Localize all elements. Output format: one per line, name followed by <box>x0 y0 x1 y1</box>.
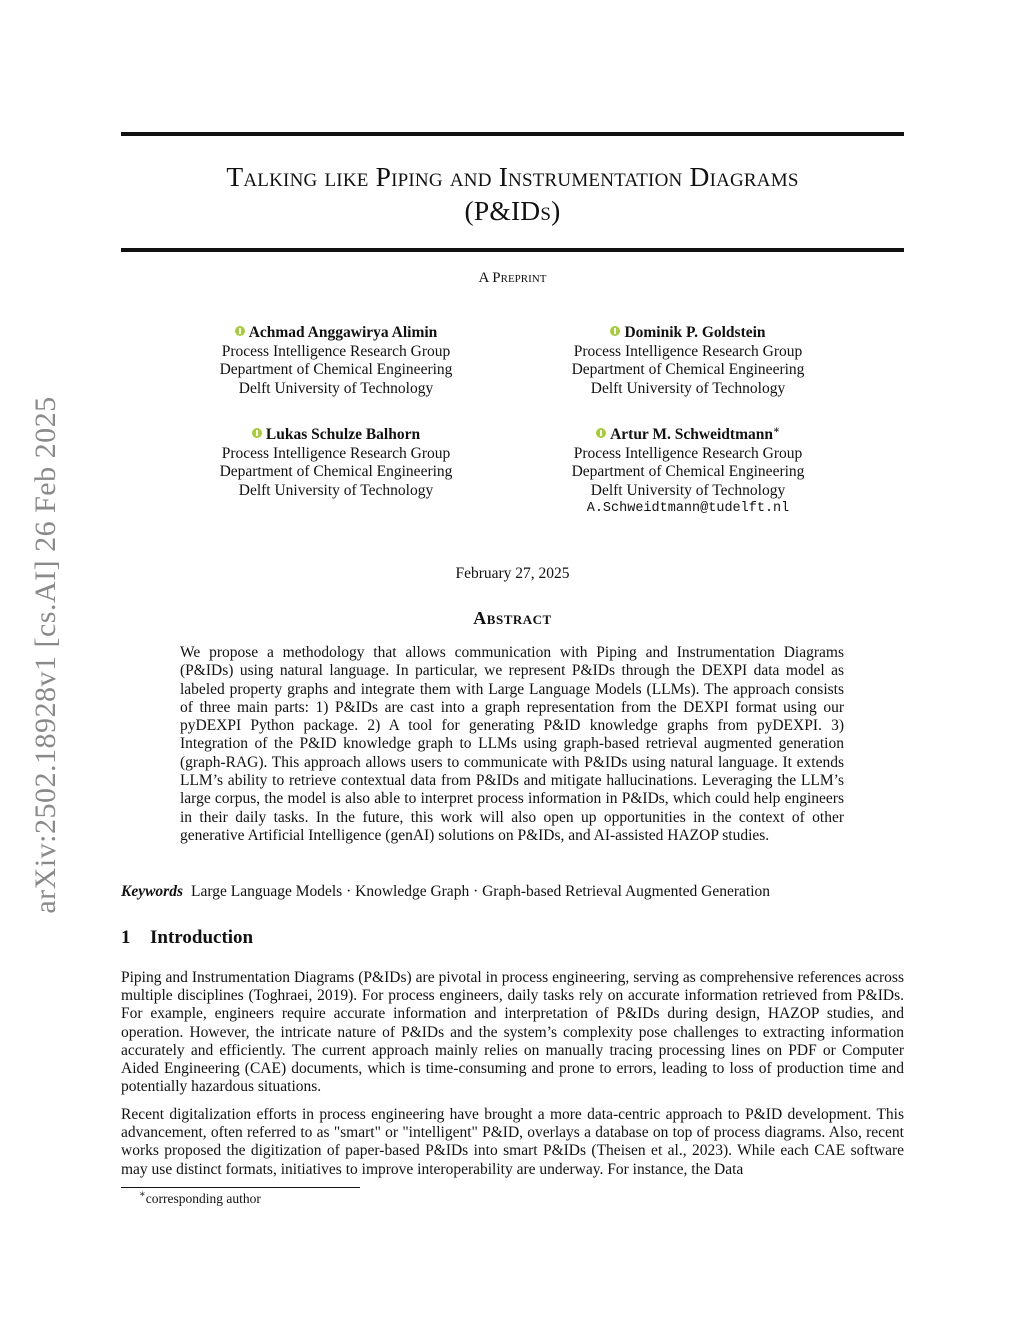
title-top-rule <box>121 132 904 136</box>
keywords-label: Keywords <box>121 883 183 900</box>
author-block-1 <box>186 324 486 398</box>
section-number: 1 <box>121 927 131 948</box>
author-university: Delft University of Technology <box>590 379 786 397</box>
footnote-text: corresponding author <box>145 1191 261 1206</box>
paper-title <box>121 160 904 228</box>
keywords-text: Large Language Models · Knowledge Graph · Graph-based Retrieval Augmented Generation <box>191 883 771 900</box>
author-group: Process Intelligence Research Group <box>221 342 451 360</box>
author-block-3 <box>186 426 486 500</box>
author-university: Delft University of Technology <box>590 481 786 499</box>
author-email[interactable]: A.Schweidtmann@tudelft.nl <box>586 501 790 516</box>
publication-date: February 27, 2025 <box>455 565 570 582</box>
arxiv-identifier-stamp: arXiv:2502.18928v1 [cs.AI] 26 Feb 2025 <box>29 396 62 914</box>
footnote <box>139 1191 261 1207</box>
author-group: Process Intelligence Research Group <box>573 444 803 462</box>
abstract-text: We propose a methodology that allows communication with Piping and Instrumentation Diagrams (P&IDs) using natural language. In particular, we represent P&IDs through the DEXPI data model as labeled property graphs and integrate them with Large Language Models (LLMs). The approach consists of three main parts: 1) P&IDs are cast into a graph representation from the DEXPI format using our pyDEXPI Python package. 2) A tool for generating P&ID knowledge graphs from pyDEXPI. 3) Integration of the P&ID knowledge graph to LLMs using graph-based retrieval augmented generation (graph-RAG). This approach allows users to communicate with P&IDs using natural language. It extends LLM’s ability to retrieve contextual data from P&IDs and mitigate hallucinations. Leveraging the LLM’s large corpus, the model is also able to interpret process information in P&IDs, which could help engineers in their daily tasks. In the future, this work will also open up opportunities in the context of other generative Artificial Intelligence (genAI) solutions on P&IDs, and AI-assisted HAZOP studies. <box>180 644 844 844</box>
section-heading-introduction <box>121 927 904 949</box>
orcid-icon[interactable] <box>252 428 262 438</box>
keywords-line <box>121 883 904 901</box>
author-block-2 <box>538 324 838 398</box>
orcid-icon[interactable] <box>235 326 245 336</box>
author-department: Department of Chemical Engineering <box>571 361 805 378</box>
orcid-icon[interactable] <box>610 326 620 336</box>
orcid-icon[interactable] <box>596 428 606 438</box>
intro-paragraph-2: Recent digitalization efforts in process engineering have brought a more data-centric approach to P&ID development. This advancement, often referred to as "smart" or "intelligent" P&ID, overlays a database on top of process diagrams. Also, recent works proposed the digitization of paper-based P&IDs into smart P&IDs (Theisen et al., 2023). While each CAE software may use distinct formats, initiatives to improve interoperability are underway. For instance, the Data <box>121 1106 904 1178</box>
footnote-mark: ∗ <box>139 1189 146 1200</box>
footnote-rule <box>121 1187 360 1188</box>
author-department: Department of Chemical Engineering <box>219 361 453 378</box>
intro-paragraph-1: Piping and Instrumentation Diagrams (P&IDs) are pivotal in process engineering, serving as comprehensive references across multiple disciplines (Toghraei, 2019). For process engineers, daily tasks rely on accurate information retrieved from P&IDs. For example, engineers require accurate information and interpretation of P&IDs during design, HAZOP studies, and operation. However, the intricate nature of P&IDs and the system’s complexity pose challenges to extracting information accurately and efficiently. The current approach mainly relies on manually tracing processing lines on PDF or Computer Aided Engineering (CAE) documents, which is time-consuming and prone to errors, leading to loss of production time and potentially hazardous situations. <box>121 969 904 1096</box>
corresponding-author-mark: ∗ <box>772 425 780 436</box>
author-name: Lukas Schulze Balhorn <box>265 426 421 443</box>
author-university: Delft University of Technology <box>238 481 434 499</box>
title-bottom-rule <box>121 248 904 252</box>
preprint-label: A Preprint <box>478 270 547 286</box>
author-name: Artur M. Schweidtmann <box>610 426 773 443</box>
author-department: Department of Chemical Engineering <box>219 463 453 480</box>
paper-title-line-2: (P&IDs) <box>464 195 561 226</box>
author-name: Achmad Anggawirya Alimin <box>248 324 438 341</box>
author-name: Dominik P. Goldstein <box>624 324 766 341</box>
author-group: Process Intelligence Research Group <box>573 342 803 360</box>
author-block-4 <box>538 426 838 519</box>
section-title: Introduction <box>150 927 254 948</box>
paper-title-line-1: Talking like Piping and Instrumentation Diagrams <box>226 161 799 192</box>
author-group: Process Intelligence Research Group <box>221 444 451 462</box>
abstract-heading: Abstract <box>473 608 552 628</box>
author-university: Delft University of Technology <box>238 379 434 397</box>
author-department: Department of Chemical Engineering <box>571 463 805 480</box>
